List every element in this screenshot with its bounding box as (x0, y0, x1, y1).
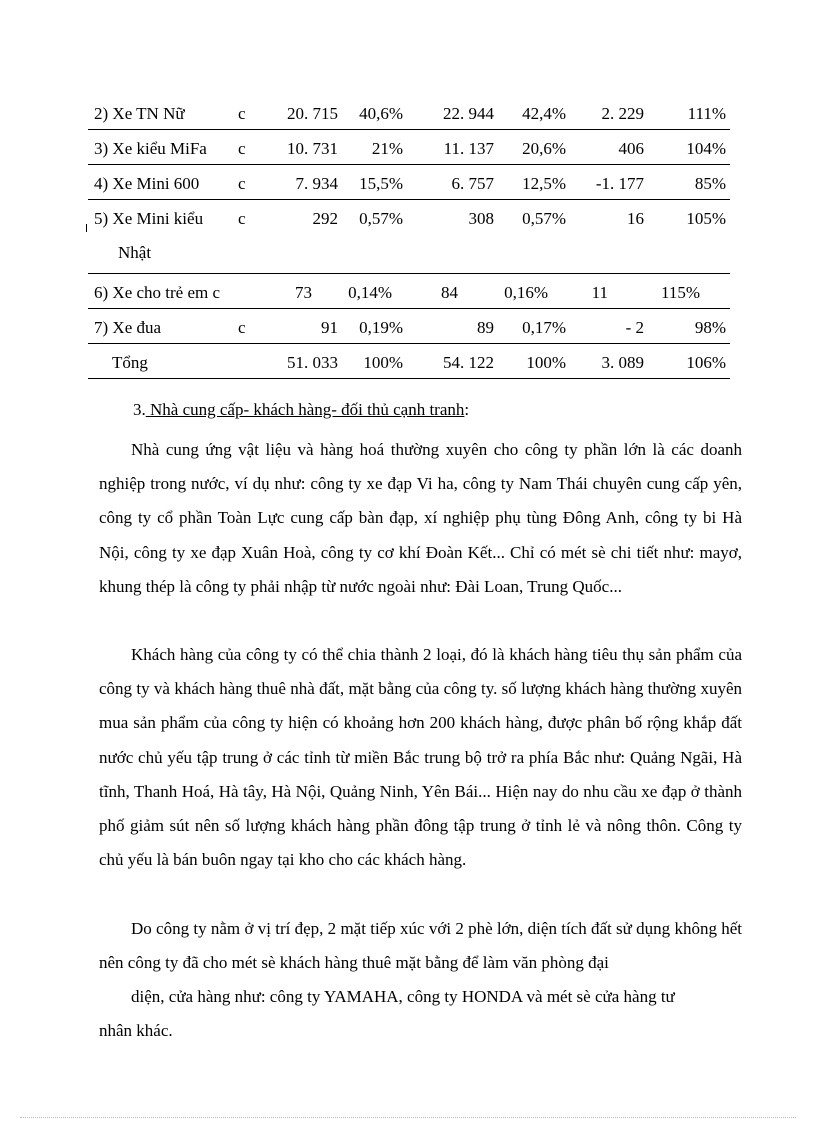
row-ratio: 111% (687, 104, 726, 123)
row-percent-1: 0,19% (359, 318, 403, 337)
row-percent-2: 12,5% (522, 174, 566, 193)
row-difference: 406 (618, 139, 644, 158)
row-name: 3) Xe kiểu MiFa (94, 139, 207, 158)
row-value-2: 11. 137 (443, 139, 494, 158)
table-row (88, 165, 730, 200)
row-percent-1: 21% (371, 139, 403, 158)
row-unit: c (238, 174, 246, 193)
row-value-2: 89 (477, 318, 494, 337)
paragraph-tenants-continued: diện, cửa hàng như: công ty YAMAHA, công ty HONDA và mét sè cửa hàng tư (131, 987, 675, 1006)
row-value-2: 84 (441, 283, 458, 302)
row-difference: 2. 229 (601, 104, 644, 123)
table-row (88, 309, 730, 344)
row-name: 4) Xe Mini 600 (94, 174, 200, 193)
row-value-2: 22. 944 (443, 104, 494, 123)
row-percent-2: 100% (526, 353, 566, 372)
row-ratio: 106% (686, 353, 726, 372)
row-ratio: 98% (694, 318, 726, 337)
table-total-row (88, 344, 730, 379)
section-number: 3. (133, 400, 146, 419)
row-value-2: 6. 757 (451, 174, 494, 193)
page-bottom-divider (20, 1117, 796, 1118)
paragraph-suppliers: Nhà cung ứng vật liệu và hàng hoá thường xuyên cho công ty phần lớn là các doanh nghiệp trong nước, ví dụ như: công ty xe đạp Vi ha, công ty Nam Thái chuyên cung cấp yên, công ty cổ phần Toàn Lực cung cấp bàn đạp, xí nghiệp phụ tùng Đông Anh, công ty bi Hà Nội, công ty xe đạp Xuân Hoà, công ty cơ khí Đoàn Kết... Chỉ có mét sè chi tiết như: mayơ, khung thép là công ty phải nhập từ nước ngoài như: Đài Loan, Trung Quốc... (99, 440, 742, 596)
row-ratio: 105% (686, 209, 726, 228)
row-percent-1: 15,5% (359, 174, 403, 193)
row-percent-2: 0,16% (504, 283, 548, 302)
row-value-1: 73 (295, 283, 312, 302)
row-value-1: 10. 731 (287, 139, 338, 158)
row-value-1: 51. 033 (287, 353, 338, 372)
row-percent-2: 0,57% (522, 209, 566, 228)
row-percent-1: 0,57% (359, 209, 403, 228)
row-name: 6) Xe cho trẻ em c (94, 283, 221, 302)
sales-table (88, 95, 730, 379)
row-percent-2: 0,17% (522, 318, 566, 337)
row-percent-2: 20,6% (522, 139, 566, 158)
row-percent-1: 40,6% (359, 104, 403, 123)
row-ratio: 115% (660, 283, 700, 302)
section-title: Nhà cung cấp- khách hàng- đối thủ cạnh tranh (145, 400, 465, 419)
row-difference: -1. 177 (595, 174, 644, 193)
row-percent-1: 0,14% (348, 283, 392, 302)
row-percent-1: 100% (363, 353, 403, 372)
row-value-1: 292 (312, 209, 338, 228)
row-value-2: 54. 122 (443, 353, 494, 372)
paragraph-tenants: Do công ty nằm ở vị trí đẹp, 2 mặt tiếp xúc với 2 phè lớn, diện tích đất sử dụng không hết nên công ty đã cho mét sè khách hàng thuê mặt bằng để làm văn phòng đại (99, 919, 742, 973)
row-ratio: 85% (694, 174, 726, 193)
row-value-1: 20. 715 (287, 104, 338, 123)
row-value-1: 7. 934 (295, 174, 338, 193)
row-name-continuation: Nhật (118, 243, 152, 262)
row-difference: 3. 089 (601, 353, 644, 372)
row-difference: 11 (591, 283, 608, 302)
row-name: 5) Xe Mini kiểu (94, 209, 204, 228)
paragraph-tenants-end: nhân khác. (99, 1021, 173, 1040)
row-unit: c (238, 209, 246, 228)
row-name: 2) Xe TN Nữ (94, 104, 185, 123)
paragraph-customers: Khách hàng của công ty có thể chia thành 2 loại, đó là khách hàng tiêu thụ sản phẩm của công ty và khách hàng thuê nhà đất, mặt bằng của công ty. số lượng khách hàng thường xuyên mua sản phẩm của công ty hiện có khoảng hơn 200 khách hàng, được phân bố rộng khắp đất nước chủ yếu tập trung ở các tỉnh từ miền Bắc trung bộ trở ra phía Bắc như: Quảng Ngãi, Hà tĩnh, Thanh Hoá, Hà tây, Hà Nội, Quảng Ninh, Yên Bái... Hiện nay do nhu cầu xe đạp ở thành phố giảm sút nên số lượng khách hàng phần đông tập trung ở tỉnh lẻ và nông thôn. Công ty chủ yếu là bán buôn ngay tại kho cho các khách hàng. (99, 645, 742, 870)
row-unit: c (238, 139, 246, 158)
section-heading (133, 400, 469, 420)
table-row (88, 274, 730, 309)
section-colon: : (464, 400, 470, 419)
row-unit: c (238, 104, 246, 123)
row-value-1: 91 (321, 318, 338, 337)
table-margin-mark (86, 224, 87, 232)
row-unit: c (238, 318, 246, 337)
row-value-2: 308 (468, 209, 494, 228)
row-percent-2: 42,4% (522, 104, 566, 123)
row-name: Tổng (112, 353, 148, 372)
table-row (88, 95, 730, 130)
table-row (88, 130, 730, 165)
row-name: 7) Xe đua (94, 318, 162, 337)
table-row (88, 200, 730, 274)
row-ratio: 104% (686, 139, 726, 158)
row-difference: - 2 (625, 318, 644, 337)
row-difference: 16 (627, 209, 644, 228)
